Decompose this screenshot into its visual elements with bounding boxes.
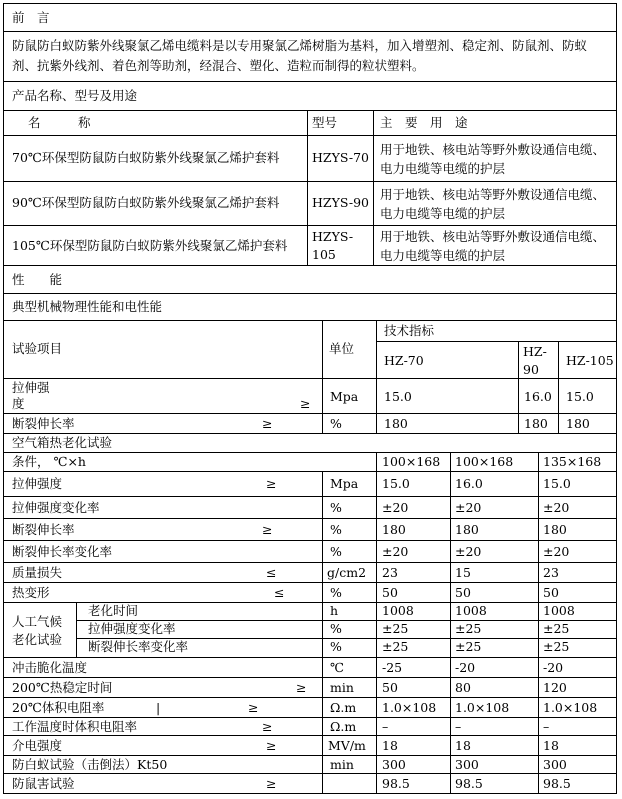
value-hz70: 98.5 <box>382 776 410 791</box>
value-hz90: ±20 <box>455 500 482 515</box>
item-label: 防鼠害试验 <box>12 776 75 791</box>
row-elongation <box>3 414 617 434</box>
unit: Mpa <box>330 476 359 491</box>
value-hz90: 1008 <box>455 603 487 618</box>
value-hz90: ±20 <box>455 544 482 559</box>
row-weathering <box>3 603 617 658</box>
unit: % <box>330 500 342 515</box>
item-label: 热变形 <box>12 585 50 600</box>
value-hz70: 100×168 <box>382 454 441 469</box>
value-hz70: 1.0×108 <box>382 700 437 715</box>
product-use: 用于地铁、核电站等野外敷设通信电缆、电力电缆等电缆的护层 <box>380 142 606 176</box>
product-row <box>3 182 617 226</box>
unit: % <box>330 639 342 654</box>
performance-header-row <box>3 321 617 379</box>
value-hz70: ±20 <box>382 500 409 515</box>
value-hz90: 80 <box>455 680 471 695</box>
tensile-label-a: 拉伸强 <box>12 380 50 395</box>
product-name: 105℃环保型防鼠防白蚁防紫外线聚氯乙烯护套料 <box>12 238 288 253</box>
value-hz90: 50 <box>455 585 471 600</box>
value-hz70: 180 <box>384 416 408 431</box>
unit: % <box>330 416 342 431</box>
row-resistivity-20c <box>3 698 617 718</box>
value-hz105: -20 <box>543 660 564 675</box>
item-label: 20℃体积电阻率 <box>12 700 105 715</box>
ge-sign: ≥ <box>296 680 307 695</box>
item-label: 200℃热稳定时间 <box>12 680 113 695</box>
value-hz70: 1008 <box>382 603 414 618</box>
unit: Mpa <box>330 389 359 404</box>
foreword-text-row <box>3 32 617 82</box>
unit: % <box>330 621 342 636</box>
item-label: 拉伸强度 <box>12 476 63 491</box>
value-hz105: 300 <box>543 757 567 772</box>
value-hz70: – <box>382 719 389 734</box>
value-hz105: 180 <box>566 416 590 431</box>
value-hz90: -20 <box>455 660 476 675</box>
row-aged-elongation-change <box>3 541 617 563</box>
value-hz90: 15 <box>455 565 471 580</box>
grade-hz90: HZ-90 <box>523 344 547 377</box>
grade-hz105: HZ-105 <box>566 353 614 368</box>
foreword-heading-row <box>3 3 617 32</box>
value-hz105: ±25 <box>543 621 570 636</box>
ge-sign: ≥ <box>262 416 273 431</box>
value-hz105: 15.0 <box>543 476 571 491</box>
item-label: 拉伸强度变化率 <box>12 500 100 515</box>
value-hz90: 1.0×108 <box>455 700 510 715</box>
product-name: 90℃环保型防鼠防白蚁防紫外线聚氯乙烯护套料 <box>12 195 280 210</box>
grade-hz70: HZ-70 <box>384 353 424 368</box>
unit: % <box>330 544 342 559</box>
foreword-text: 防鼠防白蚁防紫外线聚氯乙烯电缆料是以专用聚氯乙烯树脂为基料，加入增塑剂、稳定剂、防鼠剂、防蚁剂、抗紫外线剂、着色剂等助剂，经混合、塑化、造粒而制得的粒状塑料。 <box>12 38 588 73</box>
performance-subheading: 典型机械物理性能和电性能 <box>12 299 163 314</box>
value-hz70: 23 <box>382 565 398 580</box>
item-label: 条件， ℃×h <box>12 454 86 469</box>
product-model: HZYS-90 <box>312 195 369 210</box>
row-dielectric <box>3 736 617 756</box>
le-sign: ≤ <box>266 565 277 580</box>
ge-sign: ≥ <box>266 738 277 753</box>
row-rodent <box>3 774 617 794</box>
product-use: 用于地铁、核电站等野外敷设通信电缆、电力电缆等电缆的护层 <box>380 229 606 263</box>
unit: g/cm2 <box>327 565 367 580</box>
product-name: 70℃环保型防鼠防白蚁防紫外线聚氯乙烯护套料 <box>12 150 280 165</box>
item-label: 介电强度 <box>12 738 63 753</box>
item-label: 质量损失 <box>12 565 63 580</box>
item-label: 拉伸强度变化率 <box>88 621 176 636</box>
item-label: 冲击脆化温度 <box>12 660 88 675</box>
performance-heading-row <box>3 266 617 294</box>
ge-sign: ≥ <box>262 522 273 537</box>
value-hz70: 300 <box>382 757 406 772</box>
bar-mark: | <box>156 700 161 715</box>
value-hz90: 18 <box>455 738 471 753</box>
value-hz90: 16.0 <box>455 476 483 491</box>
row-tensile <box>3 379 617 414</box>
unit: MV/m <box>328 738 366 753</box>
unit: % <box>330 585 342 600</box>
row-termite <box>3 756 617 774</box>
row-thermal-deformation <box>3 583 617 603</box>
product-row <box>3 226 617 266</box>
value-hz90: 100×168 <box>455 454 514 469</box>
value-hz105: 15.0 <box>566 389 594 404</box>
unit: Ω.m <box>330 700 357 715</box>
row-conditions <box>3 453 617 472</box>
unit: h <box>330 603 339 618</box>
products-header-row <box>3 111 617 136</box>
products-heading: 产品名称、型号及用途 <box>12 88 138 103</box>
performance-subheading-row <box>3 294 617 321</box>
value-hz105: 23 <box>543 565 559 580</box>
performance-heading: 性 能 <box>12 272 63 287</box>
unit: Ω.m <box>330 719 357 734</box>
col-test-item: 试验项目 <box>12 341 63 356</box>
ge-sign: ≥ <box>266 776 277 791</box>
ge-sign: ≥ <box>266 476 277 491</box>
ge-sign: ≥ <box>248 700 259 715</box>
row-air-aging <box>3 434 617 453</box>
unit: ℃ <box>330 660 344 675</box>
value-hz70: 15.0 <box>382 476 410 491</box>
value-hz90: 180 <box>524 416 548 431</box>
value-hz105: 120 <box>543 680 567 695</box>
value-hz70: ±25 <box>382 621 409 636</box>
item-label: 老化时间 <box>88 603 139 618</box>
ge-sign: ≥ <box>262 719 273 734</box>
weathering-label: 人工气候老化试验 <box>12 614 63 647</box>
product-row <box>3 136 617 182</box>
value-hz90: 180 <box>455 522 479 537</box>
ge-sign: ≥ <box>300 396 311 411</box>
products-heading-row <box>3 82 617 111</box>
value-hz70: 18 <box>382 738 398 753</box>
value-hz105: 98.5 <box>543 776 571 791</box>
value-hz90: ±25 <box>455 621 482 636</box>
item-label: 断裂伸长率 <box>12 522 75 537</box>
value-hz105: ±20 <box>543 544 570 559</box>
value-hz70: 15.0 <box>384 389 412 404</box>
col-unit: 单位 <box>329 341 355 356</box>
value-hz105: 1008 <box>543 603 575 618</box>
value-hz105: 1.0×108 <box>543 700 598 715</box>
value-hz105: 180 <box>543 522 567 537</box>
value-hz90: ±25 <box>455 639 482 654</box>
product-use: 用于地铁、核电站等野外敷设通信电缆、电力电缆等电缆的护层 <box>380 187 606 221</box>
value-hz70: 180 <box>382 522 406 537</box>
row-aged-tensile <box>3 472 617 497</box>
value-hz90: – <box>455 719 462 734</box>
item-label: 防白蚁试验（击倒法）Kt50 <box>12 757 168 772</box>
value-hz90: 16.0 <box>524 389 552 404</box>
section-label: 空气箱热老化试验 <box>12 435 113 450</box>
row-aged-tensile-change <box>3 497 617 519</box>
value-hz70: -25 <box>382 660 403 675</box>
row-brittleness <box>3 658 617 678</box>
value-hz70: 50 <box>382 585 398 600</box>
row-aged-elongation <box>3 519 617 541</box>
value-hz105: – <box>543 719 550 734</box>
value-hz105: ±25 <box>543 639 570 654</box>
value-hz105: 18 <box>543 738 559 753</box>
products-col-name: 名 称 <box>28 115 91 130</box>
row-resistivity-work <box>3 718 617 736</box>
products-col-use: 主 要 用 途 <box>380 115 468 130</box>
le-sign: ≤ <box>274 585 285 600</box>
unit: % <box>330 522 342 537</box>
item-label: 断裂伸长率变化率 <box>88 639 189 654</box>
value-hz105: 135×168 <box>543 454 602 469</box>
value-hz105: 50 <box>543 585 559 600</box>
value-hz90: 300 <box>455 757 479 772</box>
value-hz90: 98.5 <box>455 776 483 791</box>
product-model: HZYS-70 <box>312 150 369 165</box>
item-label: 工作温度时体积电阻率 <box>12 719 138 734</box>
item-label: 断裂伸长率 <box>12 416 75 431</box>
value-hz70: ±25 <box>382 639 409 654</box>
value-hz70: ±20 <box>382 544 409 559</box>
item-label: 断裂伸长率变化率 <box>12 544 113 559</box>
foreword-heading: 前 言 <box>12 10 50 25</box>
row-thermal-stability <box>3 678 617 698</box>
value-hz105: ±20 <box>543 500 570 515</box>
unit: min <box>330 757 354 772</box>
value-hz70: 50 <box>382 680 398 695</box>
row-mass-loss <box>3 563 617 583</box>
product-model: HZYS-105 <box>312 229 354 262</box>
col-tech-index: 技术指标 <box>384 323 435 338</box>
unit: min <box>330 680 354 695</box>
tensile-label-b: 度 <box>12 396 25 411</box>
products-col-model: 型号 <box>312 115 338 130</box>
